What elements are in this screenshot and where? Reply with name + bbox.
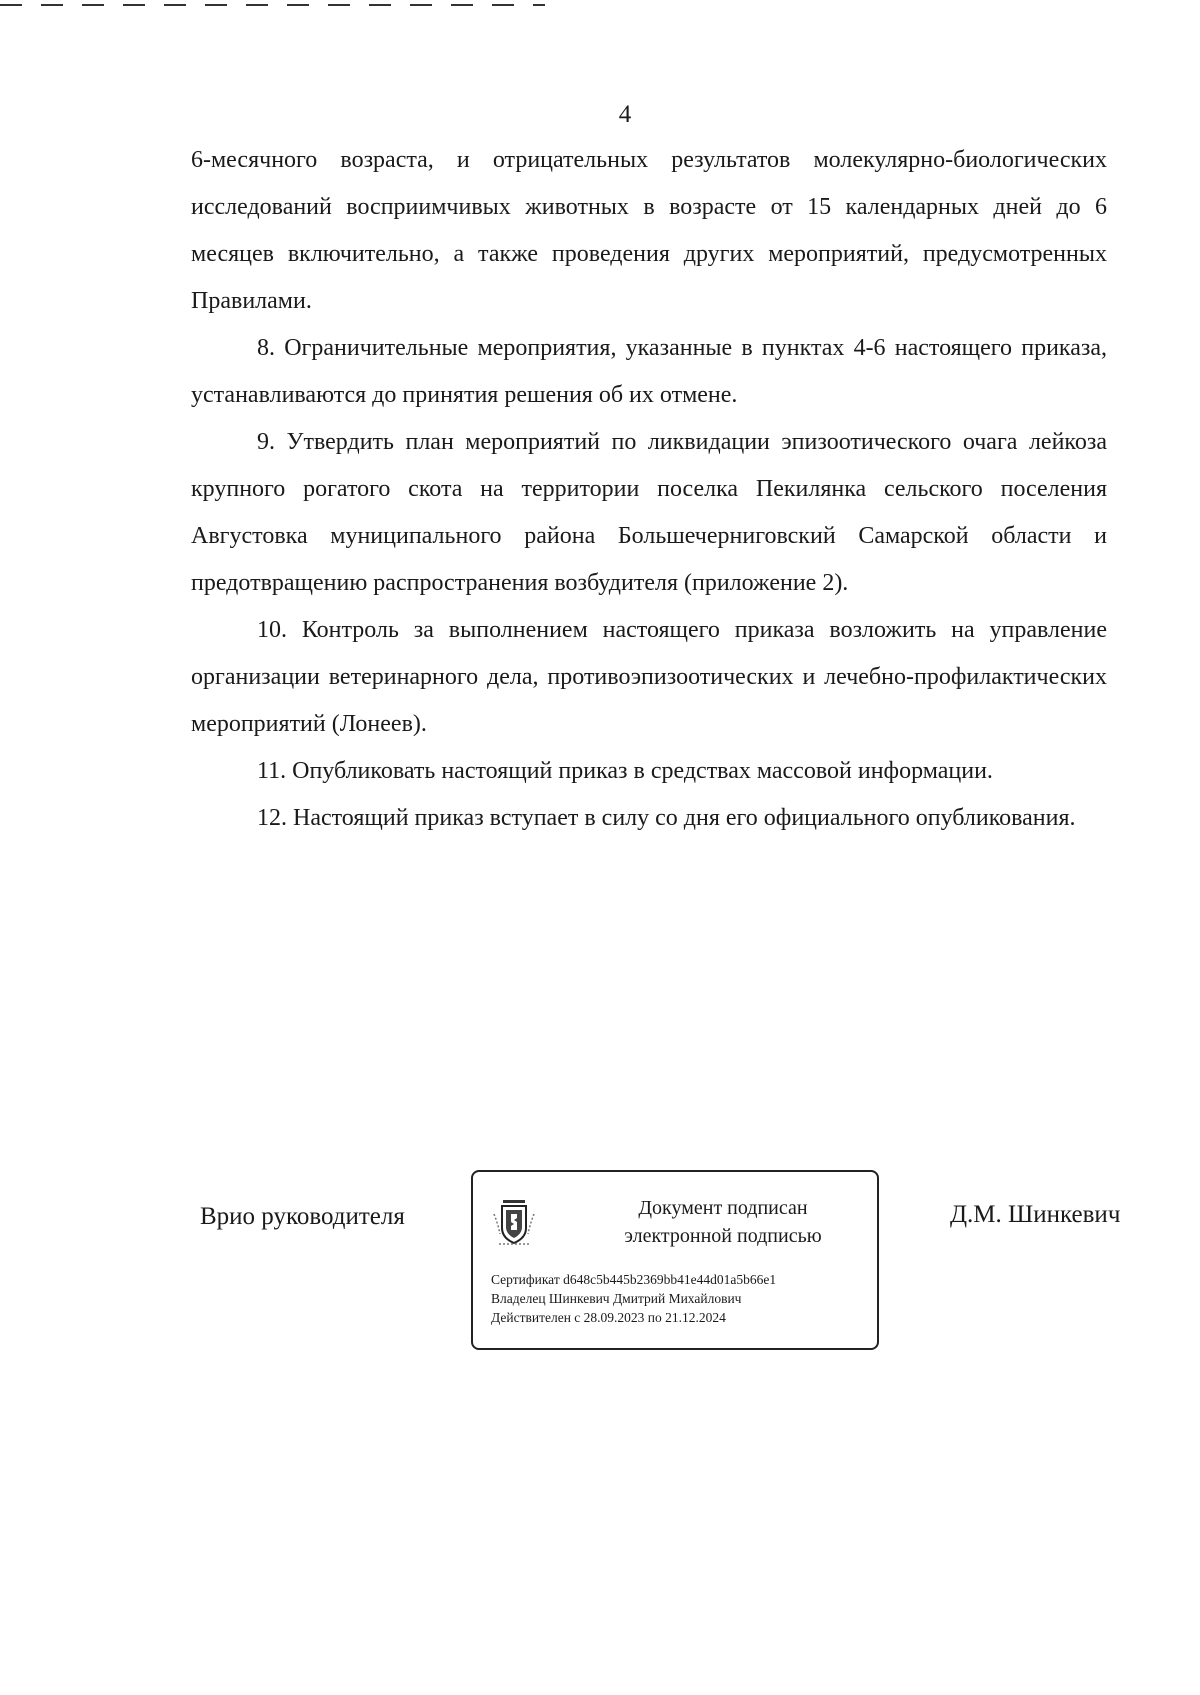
electronic-signature-stamp — [471, 1170, 879, 1350]
coat-of-arms-icon — [491, 1194, 537, 1248]
stamp-details — [491, 1270, 871, 1327]
certificate-owner: Владелец Шинкевич Дмитрий Михайлович — [491, 1291, 742, 1306]
paragraph-item-8: 8. Ограничительные мероприятия, указанные в пунктах 4-6 настоящего приказа, устанавливаются до принятия решения об их отмене. — [191, 335, 1107, 408]
certificate-id: Сертификат d648c5b445b2369bb41e44d01a5b66e1 — [491, 1272, 777, 1287]
paragraph-item-12: 12. Настоящий приказ вступает в силу со дня его официального опубликования. — [257, 805, 1076, 831]
signatory-title: Врио руководителя — [200, 1203, 405, 1230]
paragraph-item-10: 10. Контроль за выполнением настоящего приказа возложить на управление организации ветеринарного дела, противоэпизоотических и лечебно-профилактических мероприятий (Лонеев). — [191, 617, 1107, 737]
paragraph-continuation: 6-месячного возраста, и отрицательных результатов молекулярно-биологических исследований восприимчивых животных в возрасте от 15 календарных дней до 6 месяцев включительно, а также проведения других мероприятий, предусмотренных Правилами. — [191, 147, 1107, 314]
stamp-heading-line-1: Документ подписан — [638, 1197, 808, 1219]
document-body — [191, 137, 1107, 842]
stamp-heading-line-2: электронной подписью — [624, 1225, 822, 1247]
paragraph-item-9: 9. Утвердить план мероприятий по ликвидации эпизоотического очага лейкоза крупного рогатого скота на территории поселка Пекилянка сельского поселения Августовка муниципального района Большечерниговский Самарской области и предотвращению распространения возбудителя (приложение 2). — [191, 429, 1107, 596]
signatory-name: Д.М. Шинкевич — [950, 1201, 1121, 1228]
page-number: 4 — [618, 101, 632, 128]
paragraph-item-11: 11. Опубликовать настоящий приказ в средствах массовой информации. — [257, 758, 993, 784]
certificate-validity: Действителен с 28.09.2023 по 21.12.2024 — [491, 1310, 726, 1325]
stamp-heading — [583, 1194, 863, 1250]
scan-edge-dashes — [0, 4, 545, 6]
